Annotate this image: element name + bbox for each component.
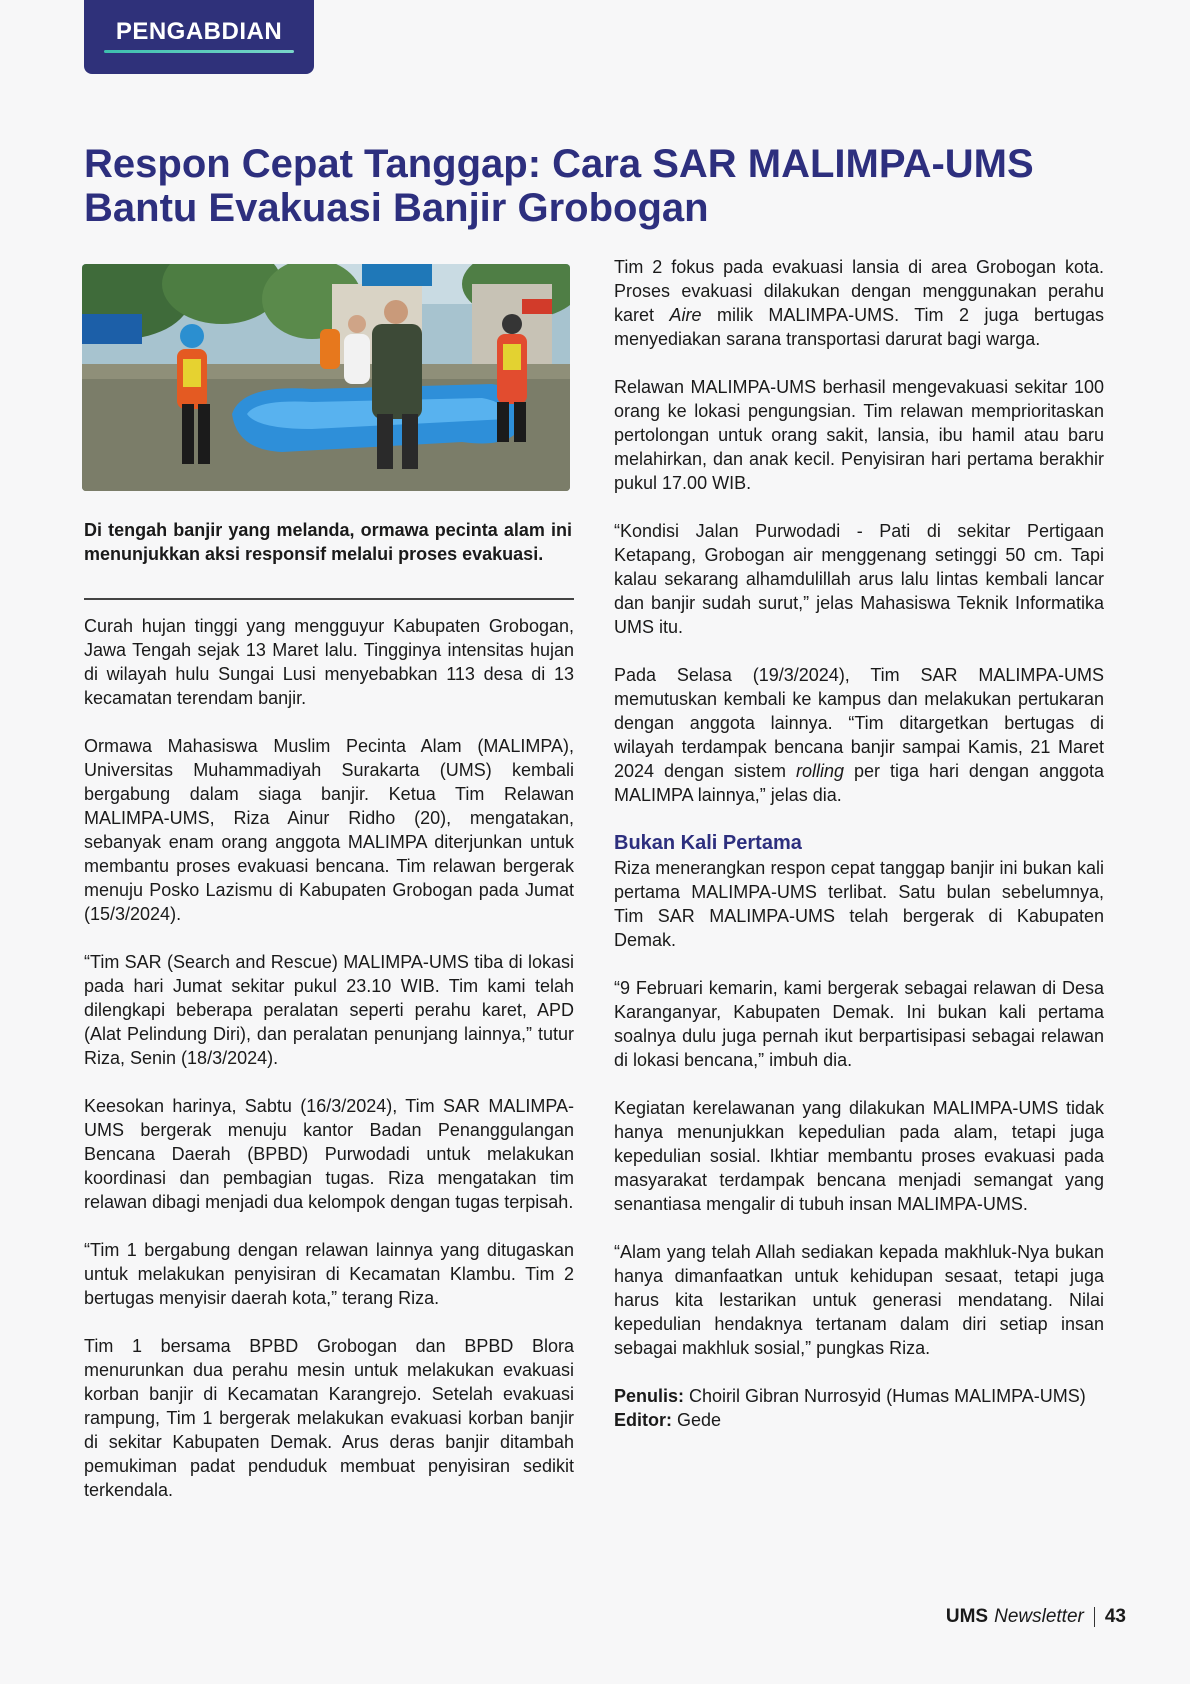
subheading: Bukan Kali Pertama [614, 832, 802, 854]
footer-divider [1094, 1607, 1095, 1627]
paragraph: Pada Selasa (19/3/2024), Tim SAR MALIMPA-UMS memutuskan kembali ke kampus dan melakukan pertukaran dengan anggota lainnya. “Tim ditargetkan bertugas di wilayah terdampak bencana banjir sampai Kamis, 21 Maret 2024 dengan sistem rolling per tiga hari dengan anggota MALIMPA lainnya,” jelas dia. [614, 665, 1105, 805]
paragraph: “Kondisi Jalan Purwodadi - Pati di sekitar Pertigaan Ketapang, Grobogan air menggenang setinggi 50 cm. Tapi kalau sekarang alhamdulillah arus lalu lintas kembali lancar dan banjir sudah surut,” jelas Mahasiswa Teknik Informatika UMS itu. [614, 521, 1104, 637]
footer-publication: Newsletter [994, 1606, 1084, 1627]
article-lead: Di tengah banjir yang melanda, ormawa pecinta alam ini menunjukkan aksi responsif melalui proses evakuasi. [84, 520, 572, 564]
lead-divider [84, 598, 574, 600]
paragraph: “Alam yang telah Allah sediakan kepada makhluk-Nya bukan hanya dimanfaatkan untuk kehidupan sesaat, tetapi juga harus kita lestarikan untuk generasi mendatang. Nilai kepedulian hendaknya tertanam dalam diri setiap insan sebagai makhluk sosial,” pungkas Riza. [614, 1242, 1104, 1358]
paragraph: Keesokan harinya, Sabtu (16/3/2024), Tim SAR MALIMPA-UMS bergerak menuju kantor Badan Penanggulangan Bencana Daerah (BPBD) Purwodadi untuk melakukan koordinasi dan pembagian tugas. Riza mengatakan tim relawan dibagi menjadi dua kelompok dengan tugas terpisah. [84, 1096, 574, 1212]
paragraph: “9 Februari kemarin, kami bergerak sebagai relawan di Desa Karanganyar, Kabupaten Demak. Ini bukan kali pertama soalnya dulu juga pernah ikut berpartisipasi sebagai relawan di lokasi bencana,” imbuh dia. [614, 978, 1104, 1070]
paragraph: Tim 2 fokus pada evakuasi lansia di area Grobogan kota. Proses evakuasi dilakukan dengan menggunakan perahu karet Aire milik MALIMPA-UMS. Tim 2 juga bertugas menyediakan sarana transportasi darurat bagi warga. [614, 257, 1104, 349]
paragraph: Riza menerangkan respon cepat tanggap banjir ini bukan kali pertama MALIMPA-UMS terlibat. Satu bulan sebelumnya, Tim SAR MALIMPA-UMS telah bergerak di Kabupaten Demak. [614, 858, 1104, 950]
article-headline: Respon Cepat Tanggap: Cara SAR MALIMPA-UMS Bantu Evakuasi Banjir Grobogan [84, 142, 1034, 230]
section-label: PENGABDIAN [115, 17, 283, 45]
paragraph: Curah hujan tinggi yang mengguyur Kabupaten Grobogan, Jawa Tengah sejak 13 Maret lalu. Tingginya intensitas hujan di wilayah hulu Sungai Lusi menyebabkan 113 desa di 13 kecamatan terendam banjir. [84, 616, 574, 708]
right-column [614, 255, 1104, 1432]
paragraph: Relawan MALIMPA-UMS berhasil mengevakuasi sekitar 100 orang ke lokasi pengungsian. Tim relawan memprioritaskan pertolongan untuk orang sakit, lansia, ibu hamil atau baru melahirkan, dan anak kecil. Penyisiran hari pertama berakhir pukul 17.00 WIB. [614, 377, 1104, 493]
flood-rescue-photo [82, 264, 570, 491]
page-footer [946, 1606, 1126, 1628]
paragraph: Ormawa Mahasiswa Muslim Pecinta Alam (MALIMPA), Universitas Muhammadiyah Surakarta (UMS) kembali bergabung dalam siaga banjir. Ketua Tim Relawan MALIMPA-UMS, Riza Ainur Ridho (20), mengatakan, sebanyak enam orang anggota MALIMPA diterjunkan untuk membantu proses evakuasi bencana. Tim relawan bergerak menuju Posko Lazismu di Kabupaten Grobogan pada Jumat (15/3/2024). [84, 736, 574, 924]
paragraph: “Tim 1 bergabung dengan relawan lainnya yang ditugaskan untuk melakukan penyisiran di Kecamatan Klambu. Tim 2 bertugas menyisir daerah kota,” terang Riza. [84, 1240, 574, 1308]
paragraph: “Tim SAR (Search and Rescue) MALIMPA-UMS tiba di lokasi pada hari Jumat sekitar pukul 23.10 WIB. Tim kami telah dilengkapi beberapa peralatan seperti perahu karet, APD (Alat Pelindung Diri), dan peralatan penunjang lainnya,” tutur Riza, Senin (18/3/2024). [84, 952, 574, 1068]
section-tab [84, 0, 314, 74]
paragraph: Tim 1 bersama BPBD Grobogan dan BPBD Blora menurunkan dua perahu mesin untuk melakukan evakuasi korban banjir di Kecamatan Karangrejo. Setelah evakuasi rampung, Tim 1 bergerak melakukan evakuasi korban banjir di sekitar Kabupaten Demak. Arus deras banjir ditambah pemukiman padat penduduk membuat penyisiran sedikit terkendala. [84, 1336, 574, 1500]
paragraph: Kegiatan kerelawanan yang dilakukan MALIMPA-UMS tidak hanya menunjukkan kepedulian pada alam, tetapi juga kepedulian sosial. Ikhtiar membantu proses evakuasi pada masyarakat terdampak bencana menjadi semangat yang senantiasa mengalir di tubuh insan MALIMPA-UMS. [614, 1098, 1104, 1214]
footer-brand: UMS [945, 1606, 989, 1627]
left-column [84, 614, 574, 1502]
page-number: 43 [1104, 1606, 1126, 1627]
writer-credit: Penulis: Choiril Gibran Nurrosyid (Humas MALIMPA-UMS) [614, 1386, 1086, 1406]
editor-credit: Editor: Gede [614, 1410, 722, 1430]
section-underline [104, 50, 294, 53]
